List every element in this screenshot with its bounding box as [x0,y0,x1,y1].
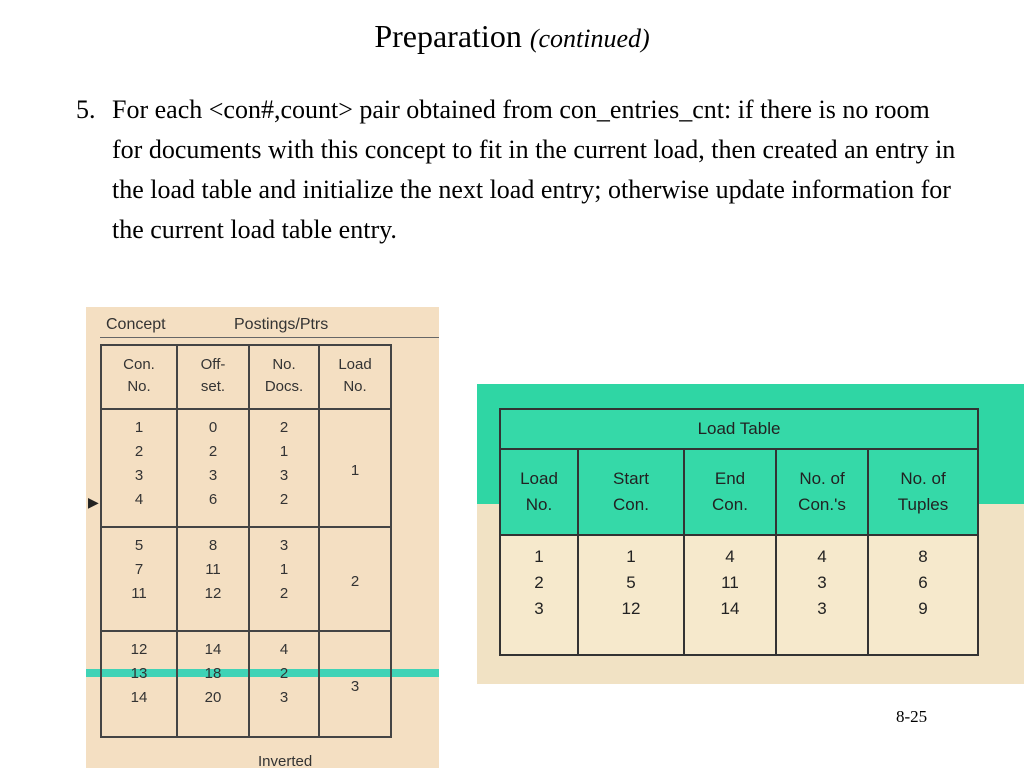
con-cell: 1 2 3 4 [101,409,177,527]
load-table-image [477,384,1024,684]
header-no-of-cons: No. of Con.'s [776,449,868,535]
header-offset: Off- set. [177,345,249,409]
header-end-con: End Con. [684,449,776,535]
header-load-no: Load No. [319,345,391,409]
header-con-no: Con. No. [101,345,177,409]
offset-cell: 0 2 3 6 [177,409,249,527]
header-no-docs: No. Docs. [249,345,319,409]
docs-cell: 2 1 3 2 [249,409,319,527]
item-text: For each <con#,count> pair obtained from con_entries_cnt: if there is no room for documents with this concept to fit in the current load, then created an entry in the load table and initialize the next load entry; otherwise update information for the current load table entry. [112,95,956,244]
table-row [101,631,391,737]
con-cell: 5 7 11 [101,527,177,631]
header-row [101,345,391,409]
title-paren-open: ( [529,24,539,53]
no-of-cons-cell: 4 3 3 [776,535,868,655]
offset-cell: 8 11 12 [177,527,249,631]
load-cell: 2 [319,527,391,631]
inverted-file-image [86,307,439,768]
inverted-file-table [100,344,392,738]
bullet-item [76,90,956,250]
postings-label: Postings/Ptrs [234,316,329,333]
load-cell: 3 [319,631,391,737]
offset-cell: 14 18 20 [177,631,249,737]
title-main: Preparation [374,18,522,54]
load-cell: 1 [319,409,391,527]
start-con-cell: 1 5 12 [578,535,684,655]
item-number: 5. [76,95,96,124]
con-cell: 12 13 14 [101,631,177,737]
docs-cell: 3 1 2 [249,527,319,631]
table-row [500,535,978,655]
concept-label: Concept [106,316,166,333]
header-load-no: Load No. [500,449,578,535]
header-no-of-tuples: No. of Tuples [868,449,978,535]
title-paren-close: ) [641,24,650,53]
caption-row [500,409,978,449]
no-of-tuples-cell: 8 6 9 [868,535,978,655]
inverted-label: Inverted [258,753,313,768]
pointer-arrow-icon: ▶ [88,494,99,510]
title-italic: continued [538,24,642,53]
end-con-cell: 4 11 14 [684,535,776,655]
load-no-cell: 1 2 3 [500,535,578,655]
top-rule [100,337,439,338]
header-row [500,449,978,535]
page-number: 8-25 [896,707,928,726]
load-table-caption: Load Table [500,409,978,449]
slide-title [0,18,1024,55]
table-row [101,527,391,631]
title-continued [530,24,650,53]
load-table [499,408,979,656]
table-row [101,409,391,527]
docs-cell: 4 2 3 [249,631,319,737]
header-start-con: Start Con. [578,449,684,535]
